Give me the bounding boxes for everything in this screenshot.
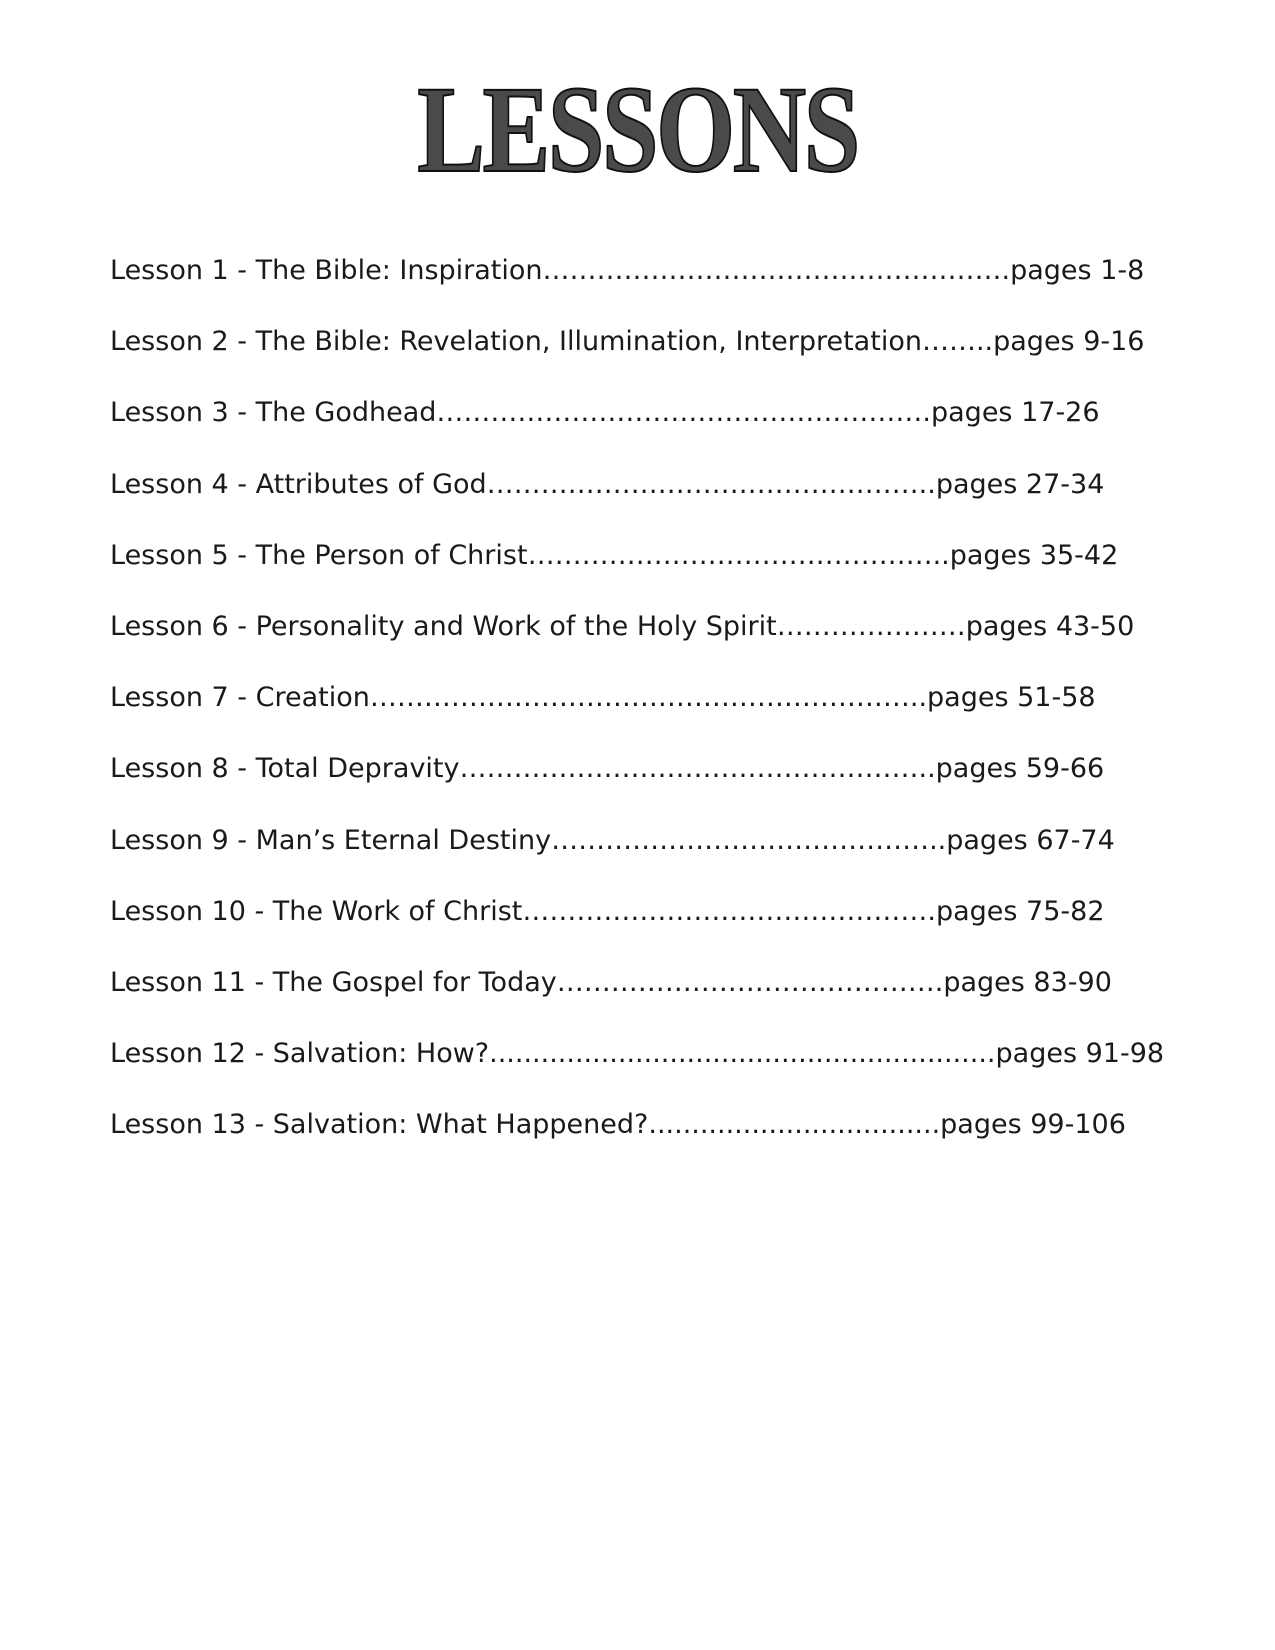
dot-leader: ……………………………………….	[522, 895, 936, 927]
lesson-entry	[110, 752, 1170, 823]
lesson-title: Lesson 4 - Attributes of God	[110, 468, 487, 500]
dot-leader: ……………………………………..	[551, 824, 947, 856]
lesson-title: Lesson 6 - Personality and Work of the Holy Spirit	[110, 610, 777, 642]
page-range: pages 59-66	[935, 753, 1105, 785]
page-range: pages 35-42	[949, 539, 1119, 571]
lesson-list	[110, 254, 1170, 1179]
dot-leader: ……………………………………………………..	[369, 682, 928, 714]
page-range: pages 99-106	[940, 1109, 1126, 1141]
lesson-title: Lesson 1 - The Bible: Inspiration	[110, 255, 543, 286]
lesson-entry	[110, 325, 1170, 396]
dot-leader: …………………………………….	[556, 966, 944, 998]
page-title: LESSONS	[417, 61, 858, 198]
lesson-entry	[110, 396, 1170, 467]
dot-leader: ……..	[921, 326, 994, 358]
lesson-entry	[110, 824, 1170, 895]
dot-leader: ..................................	[648, 1109, 941, 1141]
page-range: pages 9-16	[993, 326, 1145, 358]
lesson-entry	[110, 681, 1170, 752]
page-range: pages 1-8	[1010, 255, 1145, 286]
lesson-entry	[110, 468, 1170, 539]
page-range: pages 51-58	[927, 682, 1096, 714]
lesson-title: Lesson 8 - Total Depravity	[110, 753, 460, 785]
lesson-title: Lesson 3 - The Godhead	[110, 397, 437, 429]
lesson-title: Lesson 5 - The Person of Christ	[110, 539, 528, 571]
dot-leader: ………………………………………..	[527, 539, 950, 571]
dot-leader: ……………………………………………….	[436, 397, 931, 429]
lesson-entry	[110, 539, 1170, 610]
dot-leader: …………………………………………..	[486, 468, 936, 500]
page-range: pages 91-98	[995, 1038, 1165, 1070]
lesson-entry	[110, 895, 1170, 966]
page-range: pages 67-74	[946, 824, 1115, 856]
dot-leader: ……………………………………………..	[459, 753, 936, 785]
lesson-title: Lesson 10 - The Work of Christ	[110, 895, 523, 927]
page-range: pages 43-50	[965, 610, 1135, 642]
lesson-entry	[110, 254, 1170, 325]
lesson-title: Lesson 12 - Salvation: How?	[110, 1038, 490, 1070]
dot-leader: …………………………………………….	[542, 255, 1011, 286]
lesson-title: Lesson 2 - The Bible: Revelation, Illumination, Interpretation	[110, 326, 922, 358]
dot-leader: ...........................................................	[489, 1038, 996, 1070]
page-range: pages 75-82	[935, 895, 1105, 927]
page-range: pages 27-34	[935, 468, 1105, 500]
lesson-title: Lesson 13 - Salvation: What Happened?	[110, 1109, 649, 1141]
lesson-entry	[110, 1108, 1170, 1179]
lesson-title: Lesson 11 - The Gospel for Today	[110, 966, 557, 998]
page-range: pages 17-26	[931, 397, 1100, 429]
page-range: pages 83-90	[943, 966, 1112, 998]
lesson-entry	[110, 966, 1170, 1037]
lesson-title: Lesson 9 - Man’s Eternal Destiny	[110, 824, 552, 856]
dot-leader: …………………	[776, 610, 966, 642]
lesson-title: Lesson 7 - Creation	[110, 682, 370, 714]
lesson-entry	[110, 1037, 1170, 1108]
lesson-entry	[110, 610, 1170, 681]
